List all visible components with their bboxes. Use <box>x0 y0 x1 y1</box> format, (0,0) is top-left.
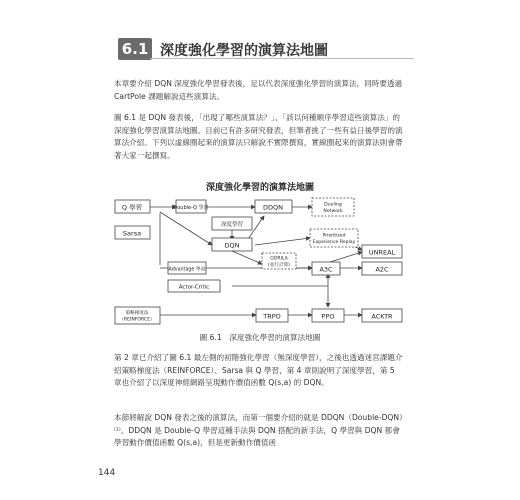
section-number-badge: 6.1 <box>118 38 152 60</box>
node-dueling-label-2: Network <box>323 209 343 214</box>
node-trpo <box>256 309 288 322</box>
node-prioritized-label-1: Prioritized <box>322 233 346 239</box>
node-deep-learning-label: 深度學習 <box>220 222 244 228</box>
node-acktr <box>362 309 402 322</box>
node-unreal <box>362 245 402 258</box>
section-title: 深度強化學習的演算法地圖 <box>160 43 328 59</box>
node-acktr-label: ACKTR <box>371 312 393 321</box>
node-ddqn-label: DDQN <box>263 203 283 212</box>
node-a3c <box>312 262 340 275</box>
node-deep-learning <box>212 217 252 230</box>
node-actor-critic-label: Actor-Critic <box>178 284 210 291</box>
paragraph-ddqn-intro: 本節將解說 DQN 發表之後的演算法，而第一個要介紹的就是 DDQN（Double-DQN）⁽¹⁾。DDQN 是 Double-Q 學習這種手法與 DQN 搭配的新手法，Q 學習與 DQN 都會學習動作價值函數 Q(s,a)，但是更新動作價值函 <box>114 413 403 447</box>
paragraph-chapter-review: 第 2 章已介紹了圖 6.1 最左側的初階強化學習（無深度學習），之後也透過迷宮課題介紹策略梯度法（REINFORCE）、Sarsa 與 Q 學習，第 4 章則說明了深度學習，第 5 章也介紹了以深度神經網路呈現動作價值函數 Q(s,a) 的 DQN。 <box>114 353 403 387</box>
node-prioritized-label-2: Experience Replay <box>312 240 356 245</box>
page-number: 144 <box>98 468 116 478</box>
node-gorila-label-1: GORILA <box>270 256 288 262</box>
node-ppo <box>312 309 344 322</box>
node-a2c-label: A2C <box>375 265 389 274</box>
node-unreal-label: UNREAL <box>368 248 396 257</box>
paragraph-intro: 本章要介紹 DQN 深度強化學習發表後，足以代表深度強化學習的演算法，同時要透過 CartPole 課題解說這些演算法。 <box>114 79 403 101</box>
node-double-q-label: Double-Q 學習 <box>173 205 209 211</box>
node-reinforce-label-1: 策略梯度法 <box>125 311 149 316</box>
node-prioritized-replay <box>310 229 358 247</box>
node-advantage <box>168 262 206 274</box>
paragraph-map-description: 圖 6.1 是 DQN 發表後，「出現了哪些演算法？」、「該以何種順序學習這些演算法」的深度強化學習演算法地圖。目前已有許多研究發表，但筆者挑了一些有益日後學習的演算法介紹。下列以虛線圈起來的演算法只解說不實際撰寫，實線圈起來的演算法則會帶著大家一起撰寫。 <box>114 113 403 160</box>
node-a3c-label: A3C <box>319 265 333 274</box>
node-ppo-label: PPO <box>321 312 335 321</box>
node-sarsa-label: Sarsa <box>122 229 142 238</box>
node-double-q <box>173 200 208 213</box>
node-actor-critic <box>168 280 220 292</box>
node-reinforce-label-2: （REINFORCE） <box>119 317 155 323</box>
node-advantage-label: Advantage 學習 <box>168 267 206 273</box>
node-gorila-label-2: (並行計算) <box>268 263 290 268</box>
node-dueling-network <box>312 198 354 216</box>
node-trpo-label: TRPO <box>263 312 281 321</box>
node-a2c <box>362 262 402 275</box>
node-q-learning <box>115 200 150 213</box>
diagram-edges <box>150 207 362 315</box>
node-dqn-label: DQN <box>224 241 240 250</box>
figure-caption: 圖 6.1 深度強化學習的演算法地圖 <box>199 333 321 342</box>
node-q-learning-label: Q 學習 <box>121 203 143 212</box>
node-dueling-label-1: Dueling <box>324 202 342 208</box>
node-gorila <box>262 253 296 269</box>
node-ddqn <box>255 200 292 213</box>
node-reinforce <box>115 307 160 324</box>
node-sarsa <box>115 226 150 239</box>
node-dqn <box>212 238 252 251</box>
figure-title: 深度強化學習的演算法地圖 <box>205 183 314 193</box>
